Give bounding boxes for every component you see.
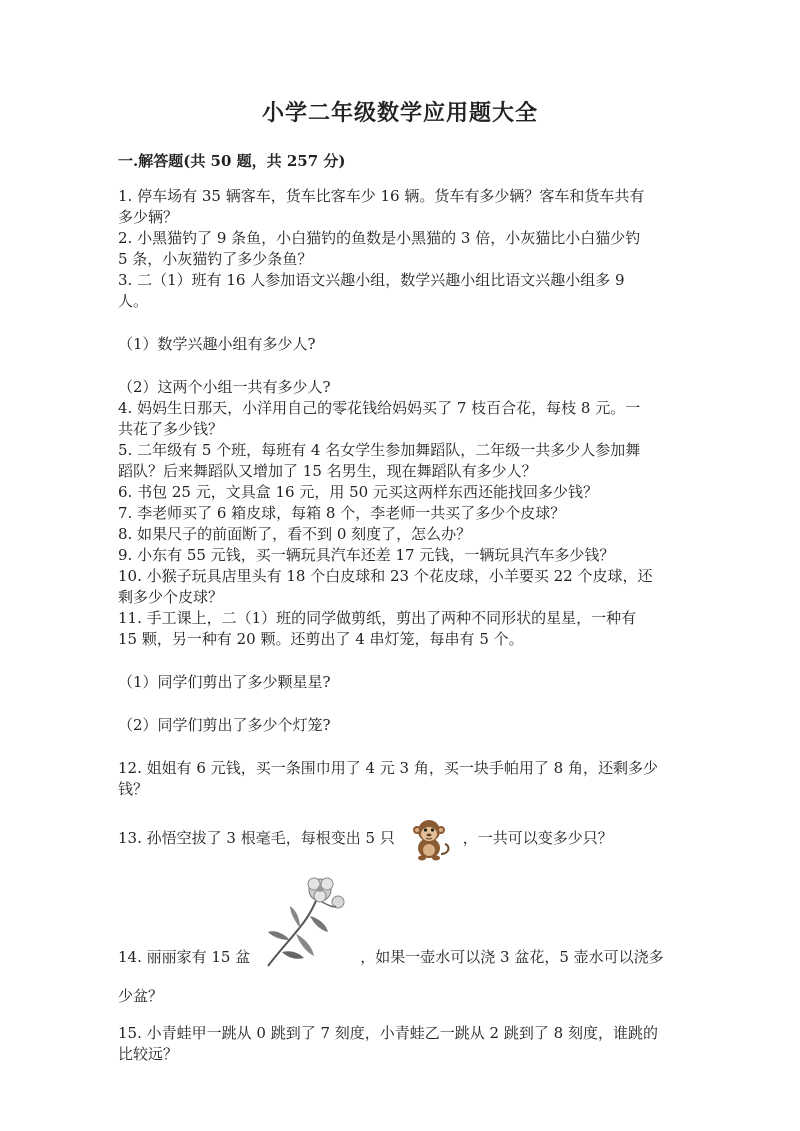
- question-13-text-b: ，一共可以变多少只？: [462, 828, 613, 847]
- question-11-sub-1: （1）同学们剪出了多少颗星星?: [118, 673, 331, 691]
- question-3-sub-2: （2）这两个小组一共有多少人?: [118, 378, 331, 396]
- question-10-line-1: 10. 小猴子玩具店里头有 18 个白皮球和 23 个花皮球，小羊要买 22 个皮球，还: [118, 567, 653, 585]
- flower-icon: [260, 872, 350, 968]
- question-11-sub-2: （2）同学们剪出了多少个灯笼?: [118, 716, 331, 734]
- question-1-line-2: 多少辆？: [118, 208, 179, 226]
- question-1-line-1: 1. 停车场有 35 辆客车，货车比客车少 16 辆。货车有多少辆？客车和货车共有: [118, 187, 645, 205]
- question-15-line-1: 15. 小青蛙甲一跳从 0 跳到了 7 刻度，小青蛙乙一跳从 2 跳到了 8 刻度，谁跳的: [118, 1024, 658, 1042]
- question-2-line-1: 2. 小黑猫钓了 9 条鱼，小白猫钓的鱼数是小黑猫的 3 倍，小灰猫比小白猫少钓: [118, 229, 641, 247]
- question-5-line-1: 5. 二年级有 5 个班，每班有 4 名女学生参加舞蹈队，二年级一共多少人参加舞: [118, 441, 641, 459]
- question-4-line-2: 共花了多少钱？: [118, 420, 224, 438]
- question-14: [118, 872, 688, 1007]
- question-14-text-c: 少盆？: [118, 987, 164, 1005]
- question-9: 9. 小东有 55 元钱，买一辆玩具汽车还差 17 元钱，一辆玩具汽车多少钱？: [118, 546, 615, 564]
- question-14-text-a: 14. 丽丽家有 15 盆: [118, 948, 251, 966]
- question-list: [118, 186, 688, 1065]
- question-7: 7. 李老师买了 6 箱皮球，每箱 8 个，李老师一共买了多少个皮球？: [118, 504, 566, 522]
- question-15-line-2: 比较远？: [118, 1045, 179, 1063]
- question-4-line-1: 4. 妈妈生日那天，小洋用自己的零花钱给妈妈买了 7 枝百合花，每枝 8 元。一: [118, 399, 641, 417]
- question-8: 8. 如果尺子的前面断了，看不到 0 刻度了，怎么办？: [118, 525, 472, 543]
- question-3-line-1: 3. 二（1）班有 16 人参加语文兴趣小组，数学兴趣小组比语文兴趣小组多 9: [118, 271, 625, 289]
- monkey-icon: [407, 814, 455, 862]
- question-2-line-2: 5 条，小灰猫钓了多少条鱼？: [118, 250, 313, 268]
- question-11-line-1: 11. 手工课上，二（1）班的同学做剪纸，剪出了两种不同形状的星星，一种有: [118, 609, 637, 627]
- question-3-sub-1: （1）数学兴趣小组有多少人?: [118, 335, 316, 353]
- question-12-line-1: 12. 姐姐有 6 元钱，买一条围巾用了 4 元 3 角，买一块手帕用了 8 角，还剩多少: [118, 759, 658, 777]
- question-5-line-2: 蹈队？后来舞蹈队又增加了 15 名男生，现在舞蹈队有多少人？: [118, 462, 537, 480]
- question-12-line-2: 钱？: [118, 780, 149, 798]
- question-10-line-2: 剩多少个皮球？: [118, 588, 224, 606]
- question-3-line-2: 人。: [118, 292, 149, 310]
- question-13: [118, 814, 688, 862]
- question-6: 6. 书包 25 元，文具盒 16 元，用 50 元买这两样东西还能找回多少钱？: [118, 483, 598, 501]
- question-13-text-a: 13. 孙悟空拔了 3 根毫毛，每根变出 5 只: [118, 828, 395, 847]
- page-title: 小学二年级数学应用题大全: [261, 100, 538, 126]
- question-11-line-2: 15 颗，另一种有 20 颗。还剪出了 4 串灯笼，每串有 5 个。: [118, 630, 524, 648]
- question-14-text-b: ，如果一壶水可以浇 3 盆花，5 壶水可以浇多: [360, 948, 664, 966]
- section-heading: 一.解答题(共 50 题，共 257 分): [118, 152, 346, 170]
